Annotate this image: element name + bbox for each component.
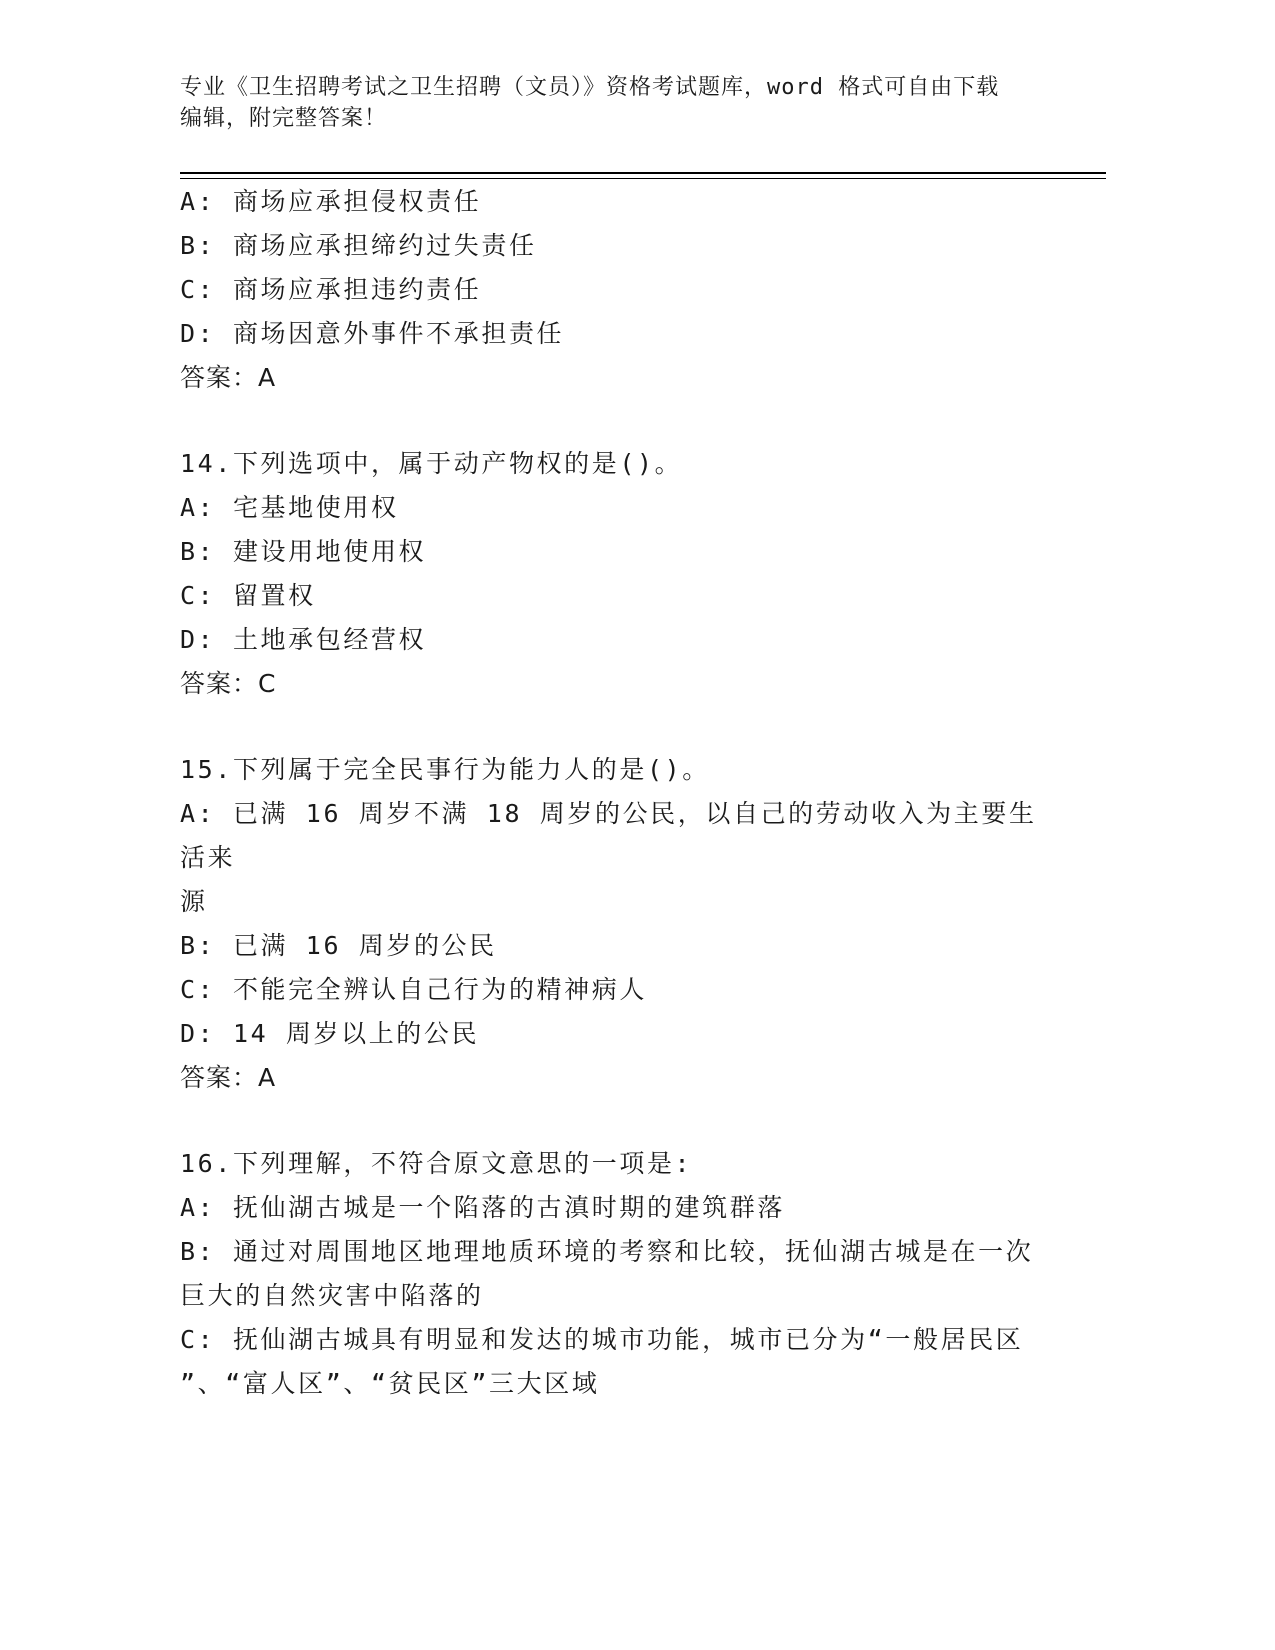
spacer — [180, 1100, 1040, 1142]
header-line-2: 编辑，附完整答案！ — [180, 106, 388, 131]
header-divider-thick — [180, 172, 1106, 174]
option-d: D: 14 周岁以上的公民 — [180, 1019, 480, 1048]
question-16-block — [180, 1142, 1040, 1406]
spacer — [180, 706, 1040, 748]
option-a: A: 抚仙湖古城是一个陷落的古滇时期的建筑群落 — [180, 1193, 785, 1222]
spacer — [180, 400, 1040, 442]
question-13-block — [180, 180, 1040, 400]
question-stem: 14.下列选项中，属于动产物权的是()。 — [180, 449, 683, 478]
answer: 答案：A — [180, 1063, 277, 1092]
option-b: B: 商场应承担缔约过失责任 — [180, 231, 537, 260]
answer: 答案：A — [180, 363, 277, 392]
option-b: B: 通过对周围地区地理地质环境的考察和比较，抚仙湖古城是在一次 — [180, 1237, 1034, 1266]
question-list — [180, 180, 1040, 1406]
document-header — [180, 72, 1040, 134]
question-14-block — [180, 442, 1040, 706]
question-stem: 15.下列属于完全民事行为能力人的是()。 — [180, 755, 710, 784]
header-line-1: 专业《卫生招聘考试之卫生招聘（文员）》资格考试题库，word 格式可自由下载 — [180, 75, 1000, 100]
option-c: C: 商场应承担违约责任 — [180, 275, 482, 304]
option-c: C: 不能完全辨认自己行为的精神病人 — [180, 975, 647, 1004]
option-c: C: 留置权 — [180, 581, 316, 610]
question-stem: 16.下列理解，不符合原文意思的一项是: — [180, 1149, 693, 1178]
option-d: D: 商场因意外事件不承担责任 — [180, 319, 565, 348]
option-a: A: 商场应承担侵权责任 — [180, 187, 482, 216]
option-c: C: 抚仙湖古城具有明显和发达的城市功能，城市已分为“一般居民区 — [180, 1325, 1024, 1354]
option-c-continued: ”、“富人区”、“贫民区”三大区域 — [180, 1369, 600, 1398]
header-divider-thin — [180, 178, 1106, 179]
question-15-block — [180, 748, 1040, 1100]
option-b-continued: 巨大的自然灾害中陷落的 — [180, 1281, 484, 1310]
option-b: B: 建设用地使用权 — [180, 537, 427, 566]
option-a: A: 宅基地使用权 — [180, 493, 399, 522]
option-b: B: 已满 16 周岁的公民 — [180, 931, 497, 960]
option-a: A: 已满 16 周岁不满 18 周岁的公民，以自己的劳动收入为主要生活来 — [180, 799, 1037, 872]
answer: 答案：C — [180, 669, 277, 698]
option-a-continued: 源 — [180, 887, 208, 916]
option-d: D: 土地承包经营权 — [180, 625, 427, 654]
